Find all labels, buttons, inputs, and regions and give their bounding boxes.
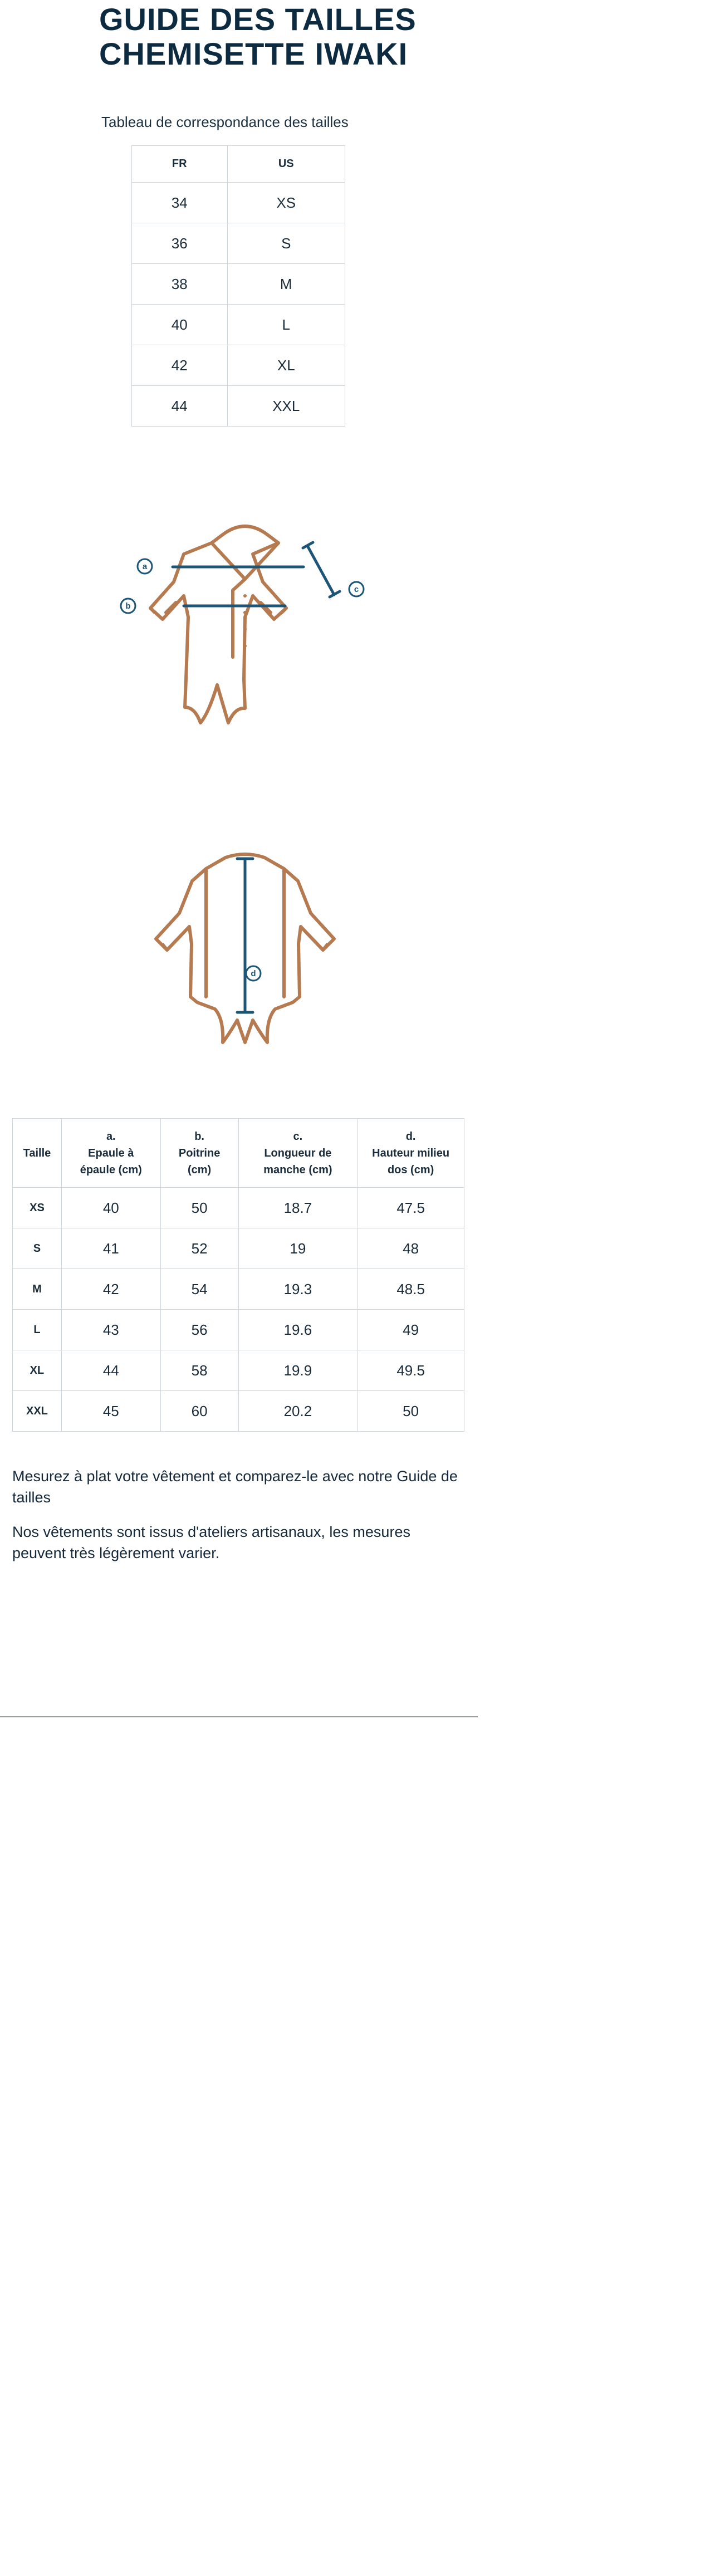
chest-value: 60 <box>160 1391 238 1432</box>
table-row <box>13 1391 464 1432</box>
table-row <box>132 183 345 223</box>
sleeve-value: 19 <box>238 1228 358 1269</box>
button-dot <box>243 644 247 648</box>
header-line: dos (cm) <box>387 1163 434 1176</box>
fr-size: 34 <box>132 183 228 223</box>
header-line: Hauteur milieu <box>372 1147 450 1159</box>
shoulder-value: 41 <box>61 1228 160 1269</box>
header-line: Poitrine <box>178 1147 221 1159</box>
back-length-value: 48 <box>358 1228 464 1269</box>
header-letter: b. <box>194 1130 204 1143</box>
size-label: XL <box>13 1350 62 1391</box>
sleeve-value: 18.7 <box>238 1188 358 1228</box>
us-size: L <box>227 305 345 345</box>
size-label: M <box>13 1269 62 1310</box>
header-us: US <box>227 146 345 183</box>
shirt-front-outline <box>150 526 286 723</box>
svg-text:a: a <box>142 562 148 571</box>
artisan-disclaimer: Nos vêtements sont issus d'ateliers artisanaux, les mesures peuvent très légèrement varier. <box>12 1524 410 1561</box>
svg-text:b: b <box>125 601 131 611</box>
table-row <box>132 345 345 386</box>
us-size: XL <box>227 345 345 386</box>
sleeve-value: 19.9 <box>238 1350 358 1391</box>
back-length-value: 49 <box>358 1310 464 1350</box>
header-chest <box>160 1119 238 1188</box>
shirt-front-diagram <box>111 512 379 735</box>
table-row <box>13 1350 464 1391</box>
correspondence-caption: Tableau de correspondance des tailles <box>101 114 349 130</box>
header-sleeve <box>238 1119 358 1188</box>
fr-size: 36 <box>132 223 228 264</box>
back-length-value: 50 <box>358 1391 464 1432</box>
fr-size: 38 <box>132 264 228 305</box>
shirt-back-diagram <box>134 835 356 1058</box>
header-line: manche (cm) <box>263 1163 332 1176</box>
us-size: XS <box>227 183 345 223</box>
us-size: S <box>227 223 345 264</box>
button-dot <box>243 628 247 631</box>
measure-instruction: Mesurez à plat votre vêtement et comparez-le avec notre Guide de tailles <box>12 1468 458 1506</box>
table-row <box>13 1188 464 1228</box>
header-letter: d. <box>405 1130 416 1143</box>
fr-size: 42 <box>132 345 228 386</box>
header-line: (cm) <box>187 1163 212 1176</box>
shoulder-value: 42 <box>61 1269 160 1310</box>
marker-b <box>121 599 135 613</box>
shoulder-value: 45 <box>61 1391 160 1432</box>
button-dot <box>243 594 247 598</box>
back-length-value: 47.5 <box>358 1188 464 1228</box>
back-length-value: 49.5 <box>358 1350 464 1391</box>
chest-value: 58 <box>160 1350 238 1391</box>
chest-value: 52 <box>160 1228 238 1269</box>
chest-value: 54 <box>160 1269 238 1310</box>
table-row <box>13 1310 464 1350</box>
header-line: Epaule à <box>88 1147 134 1159</box>
header-letter: c. <box>293 1130 303 1143</box>
shoulder-value: 40 <box>61 1188 160 1228</box>
table-row <box>132 386 345 427</box>
sleeve-measure-line <box>307 546 334 595</box>
page-title <box>99 2 489 71</box>
shoulder-value: 43 <box>61 1310 160 1350</box>
svg-text:c: c <box>354 585 359 594</box>
svg-text:d: d <box>251 969 256 978</box>
sleeve-value: 19.6 <box>238 1310 358 1350</box>
fr-size: 44 <box>132 386 228 427</box>
marker-d <box>246 966 261 981</box>
header-letter: a. <box>106 1130 116 1143</box>
table-row <box>13 1228 464 1269</box>
header-back-length <box>358 1119 464 1188</box>
us-size: M <box>227 264 345 305</box>
correspondence-table <box>131 145 345 427</box>
title-line-2: CHEMISETTE IWAKI <box>99 36 408 71</box>
button-dot <box>243 611 247 614</box>
header-line: épaule (cm) <box>80 1163 142 1176</box>
sleeve-value: 19.3 <box>238 1269 358 1310</box>
header-line: Longueur de <box>264 1147 332 1159</box>
header-size <box>13 1119 62 1188</box>
header-size-label: Taille <box>23 1147 51 1159</box>
back-measure-lines <box>237 859 253 1012</box>
table-row <box>132 264 345 305</box>
us-size: XXL <box>227 386 345 427</box>
size-label: XS <box>13 1188 62 1228</box>
size-measurements-table <box>12 1118 464 1432</box>
sleeve-value: 20.2 <box>238 1391 358 1432</box>
shoulder-value: 44 <box>61 1350 160 1391</box>
title-line-1: GUIDE DES TAILLES <box>99 2 417 37</box>
table-row <box>13 1269 464 1310</box>
table-row <box>132 305 345 345</box>
size-header-row <box>13 1119 464 1188</box>
size-label: S <box>13 1228 62 1269</box>
marker-a <box>138 559 152 574</box>
fr-size: 40 <box>132 305 228 345</box>
header-fr: FR <box>132 146 228 183</box>
marker-c <box>349 582 364 596</box>
size-label: XXL <box>13 1391 62 1432</box>
table-row <box>132 223 345 264</box>
correspondence-header-row <box>132 146 345 183</box>
chest-value: 56 <box>160 1310 238 1350</box>
section-divider <box>0 1716 478 1717</box>
header-shoulder <box>61 1119 160 1188</box>
chest-value: 50 <box>160 1188 238 1228</box>
size-label: L <box>13 1310 62 1350</box>
back-length-value: 48.5 <box>358 1269 464 1310</box>
